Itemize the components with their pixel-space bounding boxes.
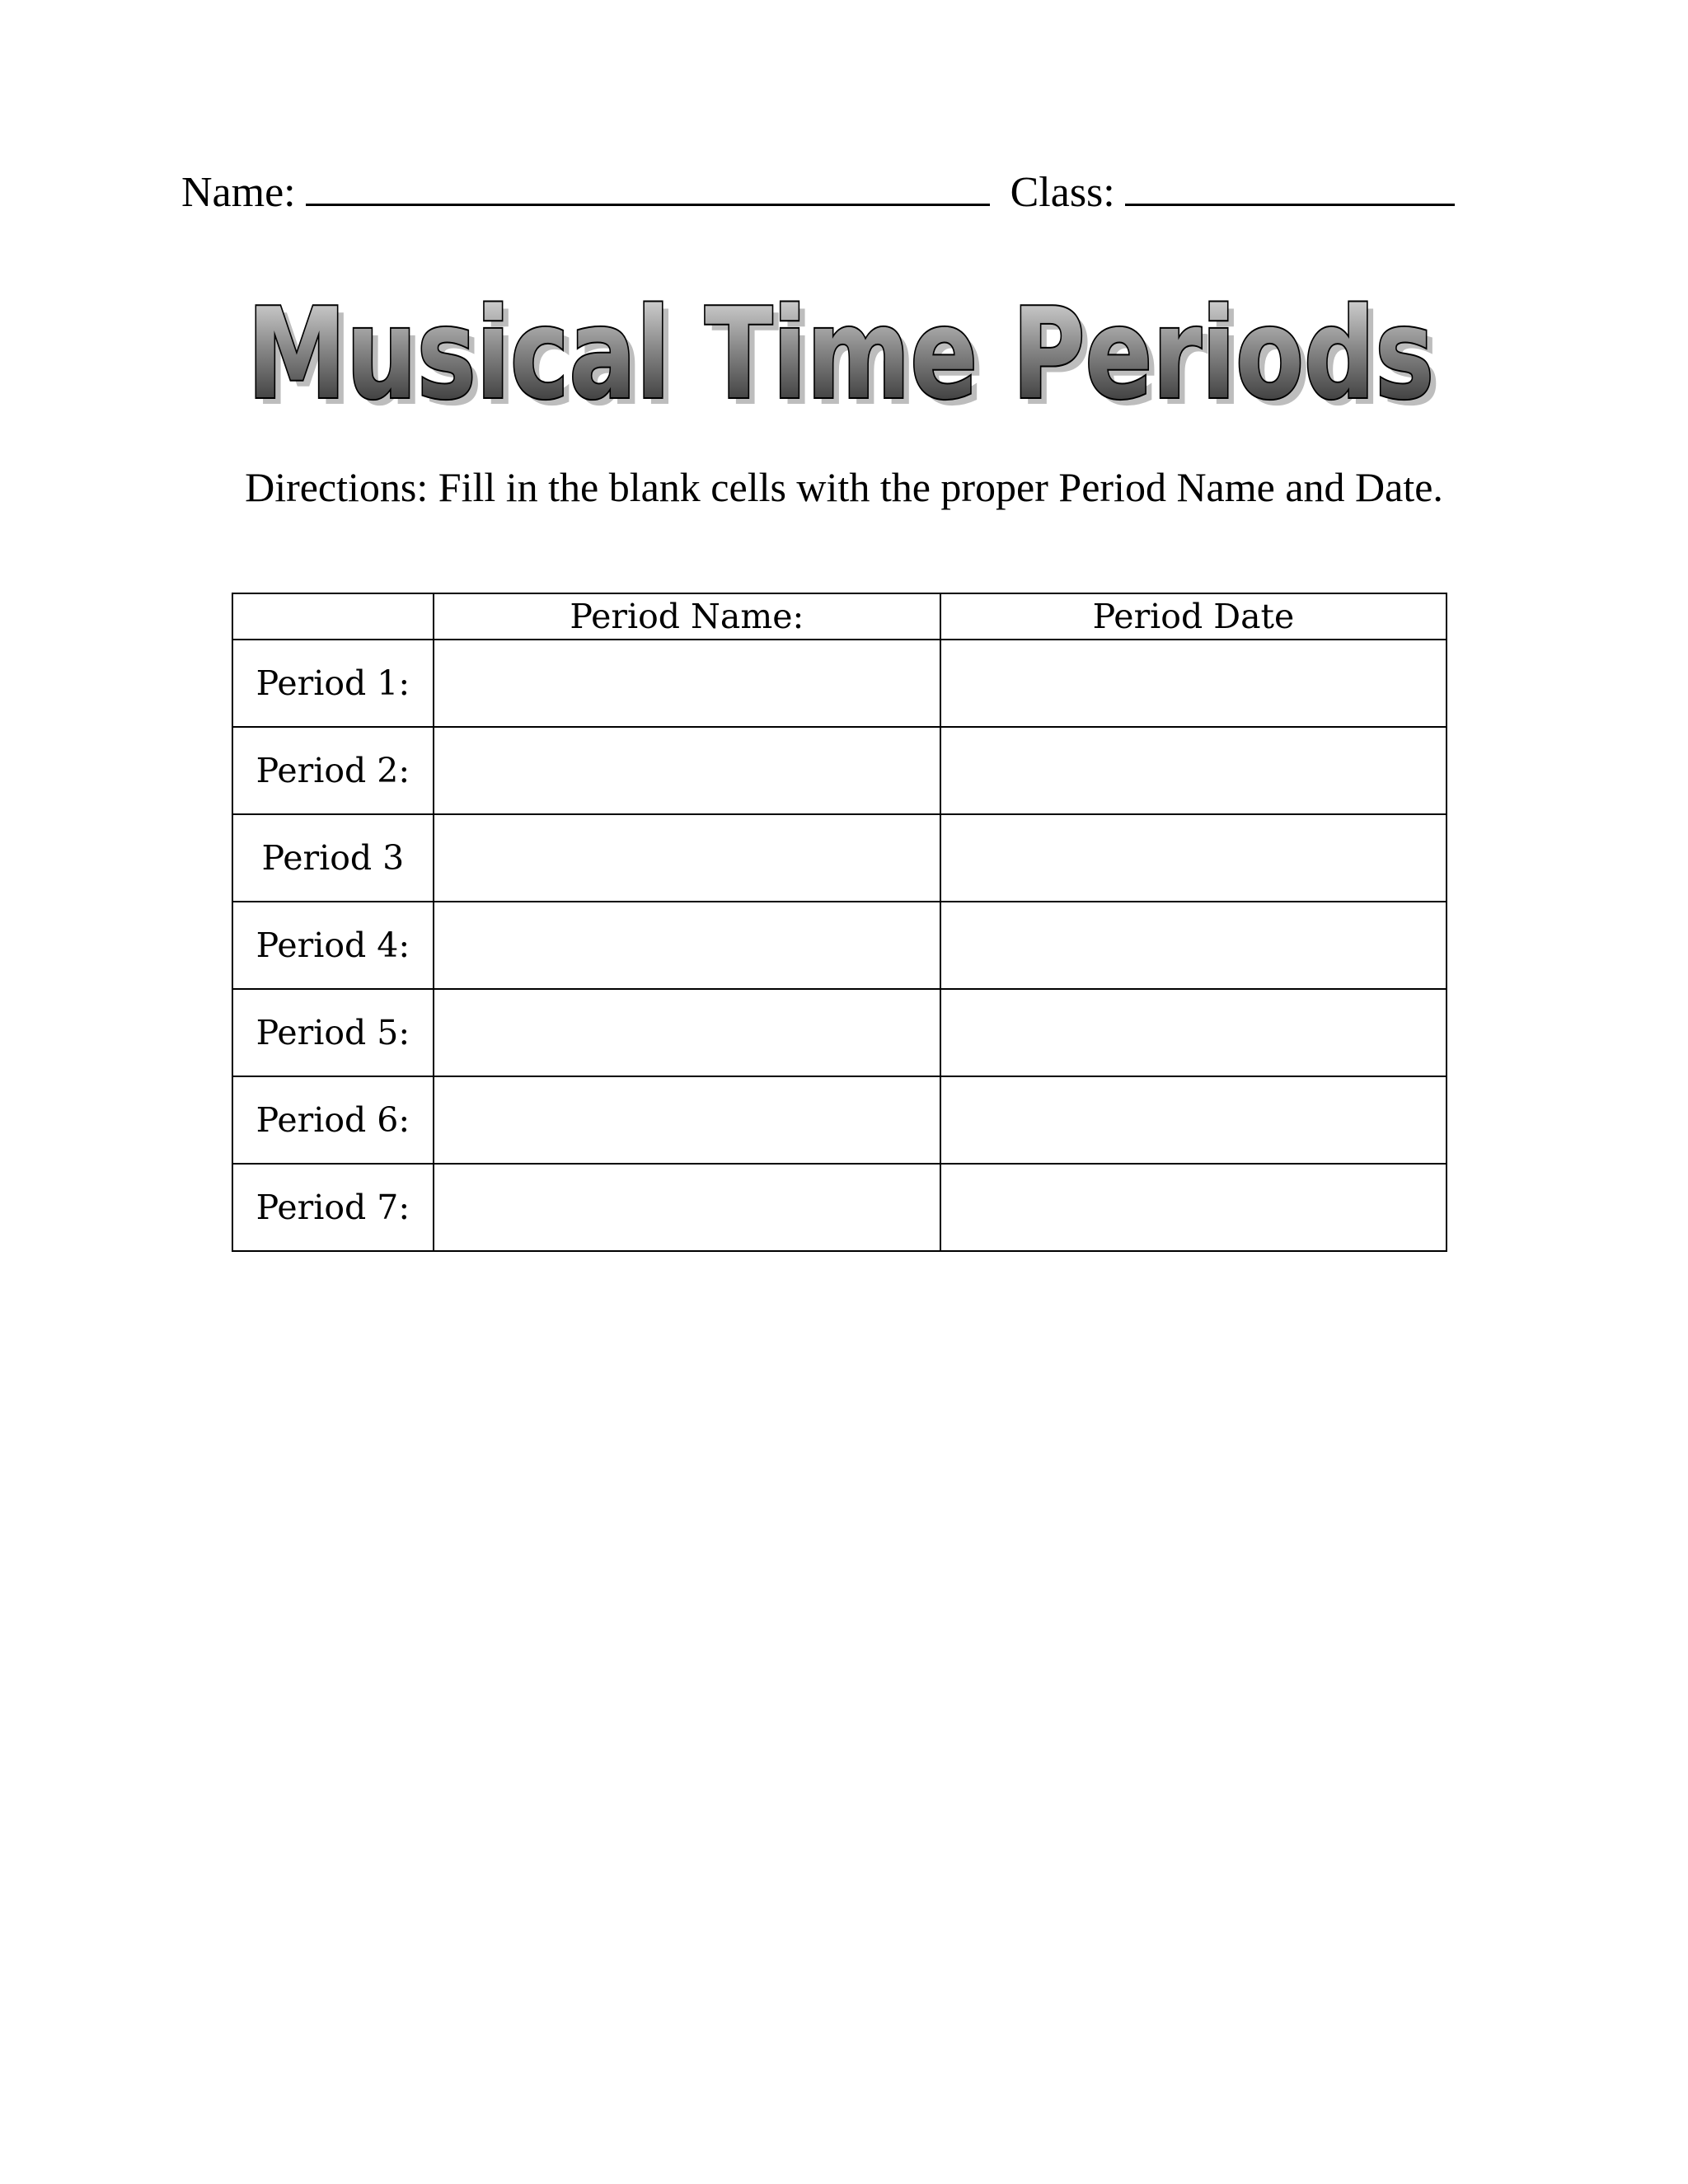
header-cell-blank [232, 593, 434, 640]
period-date-cell[interactable] [940, 1076, 1447, 1164]
class-label: Class: [1010, 168, 1115, 216]
period-date-cell[interactable] [940, 902, 1447, 989]
page-title-text: Musical Time Periods [247, 281, 1434, 427]
page-title-shadow: Musical Time Periods [254, 288, 1441, 434]
period-name-cell[interactable] [434, 814, 940, 902]
page-title [231, 280, 1451, 437]
name-label: Name: [181, 168, 296, 216]
table-row [232, 640, 1447, 727]
period-name-cell[interactable] [434, 1164, 940, 1251]
period-label: Period 3 [232, 814, 434, 902]
period-date-cell[interactable] [940, 640, 1447, 727]
directions-text: Directions: Fill in the blank cells with the proper Period Name and Date. [245, 464, 1443, 510]
period-date-cell[interactable] [940, 814, 1447, 902]
period-label: Period 2: [232, 727, 434, 814]
table-header-row [232, 593, 1447, 640]
period-label: Period 1: [232, 640, 434, 727]
period-name-cell[interactable] [434, 1076, 940, 1164]
period-label: Period 5: [232, 989, 434, 1076]
period-name-cell[interactable] [434, 727, 940, 814]
student-info-line [181, 165, 1455, 214]
table-row [232, 1076, 1447, 1164]
header-cell-period-date: Period Date [940, 593, 1447, 640]
period-label: Period 7: [232, 1164, 434, 1251]
period-label: Period 4: [232, 902, 434, 989]
period-label: Period 6: [232, 1076, 434, 1164]
period-date-cell[interactable] [940, 1164, 1447, 1251]
header-cell-period-name: Period Name: [434, 593, 940, 640]
period-name-cell[interactable] [434, 640, 940, 727]
table-row [232, 902, 1447, 989]
periods-table [232, 593, 1447, 1252]
period-name-cell[interactable] [434, 989, 940, 1076]
table-row [232, 727, 1447, 814]
table-row [232, 1164, 1447, 1251]
table-row [232, 814, 1447, 902]
table-row [232, 989, 1447, 1076]
class-blank-field[interactable] [1125, 165, 1455, 206]
name-blank-field[interactable] [306, 165, 990, 206]
period-date-cell[interactable] [940, 727, 1447, 814]
period-date-cell[interactable] [940, 989, 1447, 1076]
period-name-cell[interactable] [434, 902, 940, 989]
